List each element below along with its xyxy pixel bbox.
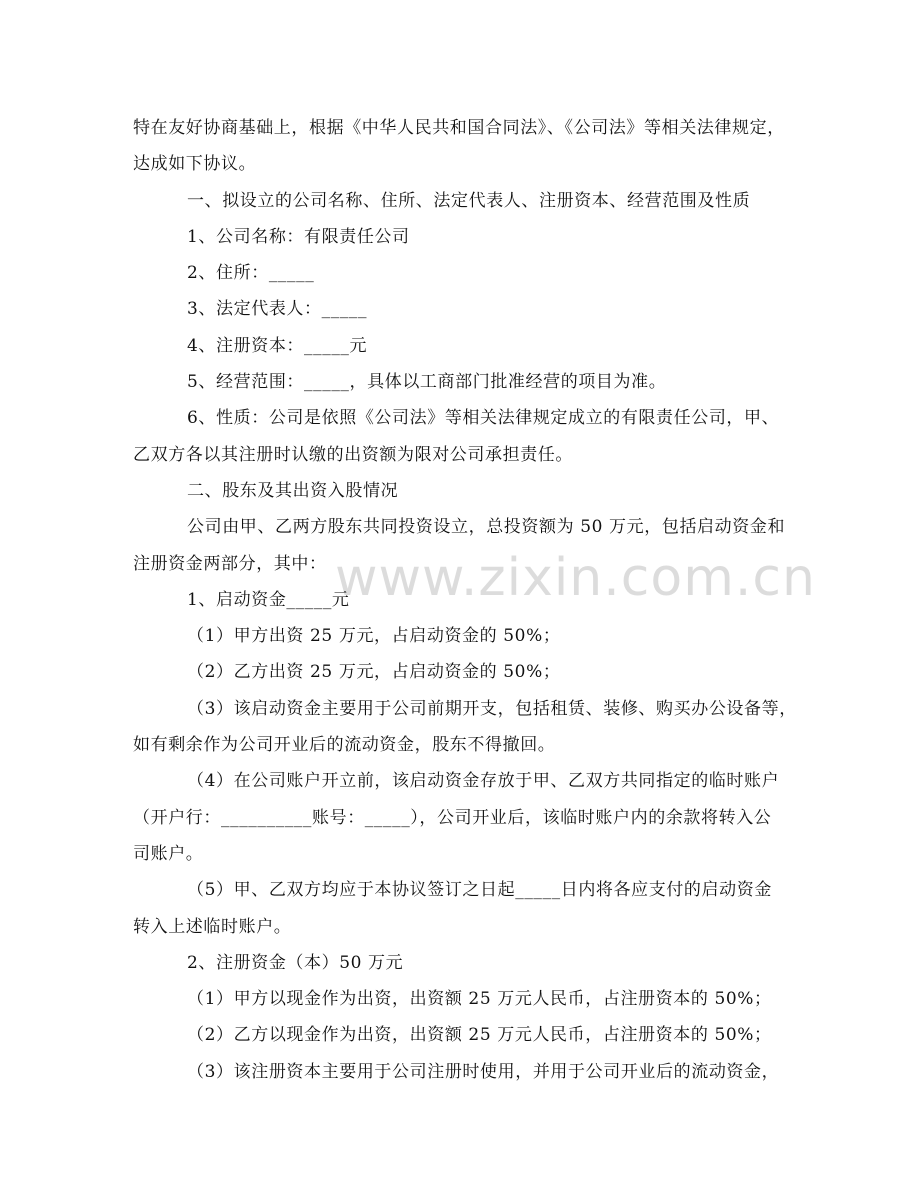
text-line: 司账户。: [133, 843, 204, 864]
text-line: 1、启动资金_____元: [187, 589, 350, 610]
text-line: （3）该启动资金主要用于公司前期开支，包括租赁、装修、购买办公设备等，: [187, 698, 797, 719]
text-line: （4）在公司账户开立前，该启动资金存放于甲、乙双方共同指定的临时账户: [187, 771, 780, 792]
text-line: 2、注册资金（本）50 万元: [187, 952, 404, 973]
watermark: www.zixin.com.cn: [335, 548, 816, 608]
text-line: 达成如下协议。: [133, 154, 257, 175]
text-line: （2）乙方以现金作为出资，出资额 25 万元人民币，占注册资本的 50%；: [187, 1025, 772, 1046]
document-body: [133, 110, 797, 1090]
text-line: 2、住所：_____: [187, 263, 315, 284]
text-line: （1）甲方以现金作为出资，出资额 25 万元人民币，占注册资本的 50%；: [187, 989, 772, 1010]
text-line: 1、公司名称：有限责任公司: [187, 226, 410, 247]
text-line: 如有剩余作为公司开业后的流动资金，股东不得撤回。: [133, 735, 556, 756]
text-line: （3）该注册资本主要用于公司注册时使用，并用于公司开业后的流动资金，: [187, 1061, 780, 1082]
text-line: 特在友好协商基础上，根据《中华人民共和国合同法》、《公司法》等相关法律规定，: [133, 118, 785, 138]
text-line: 注册资金两部分，其中：: [133, 553, 327, 574]
text-line: （1）甲方出资 25 万元，占启动资金的 50%；: [187, 626, 561, 647]
text-line: （2）乙方出资 25 万元，占启动资金的 50%；: [187, 662, 561, 683]
text-line: （5）甲、乙双方均应于本协议签订之日起_____日内将各应支付的启动资金: [187, 880, 772, 901]
text-line: 3、法定代表人：_____: [187, 299, 368, 320]
text-line: （开户行：__________账号：_____），公司开业后，该临时账户内的余款将转入公: [133, 807, 772, 828]
text-line: 一、拟设立的公司名称、住所、法定代表人、注册资本、经营范围及性质: [187, 190, 751, 211]
text-line: 转入上述临时账户。: [133, 916, 292, 937]
text-line: 公司由甲、乙两方股东共同投资设立，总投资额为 50 万元，包括启动资金和: [187, 517, 786, 538]
text-line: 6、性质：公司是依照《公司法》等相关法律规定成立的有限责任公司，甲、: [187, 408, 780, 429]
text-line: 二、股东及其出资入股情况: [187, 480, 399, 501]
text-line: 4、注册资本：_____元: [187, 335, 368, 356]
text-line: 5、经营范围：_____，具体以工商部门批准经营的项目为准。: [187, 372, 667, 393]
text-line: 乙双方各以其注册时认缴的出资额为限对公司承担责任。: [133, 444, 573, 465]
